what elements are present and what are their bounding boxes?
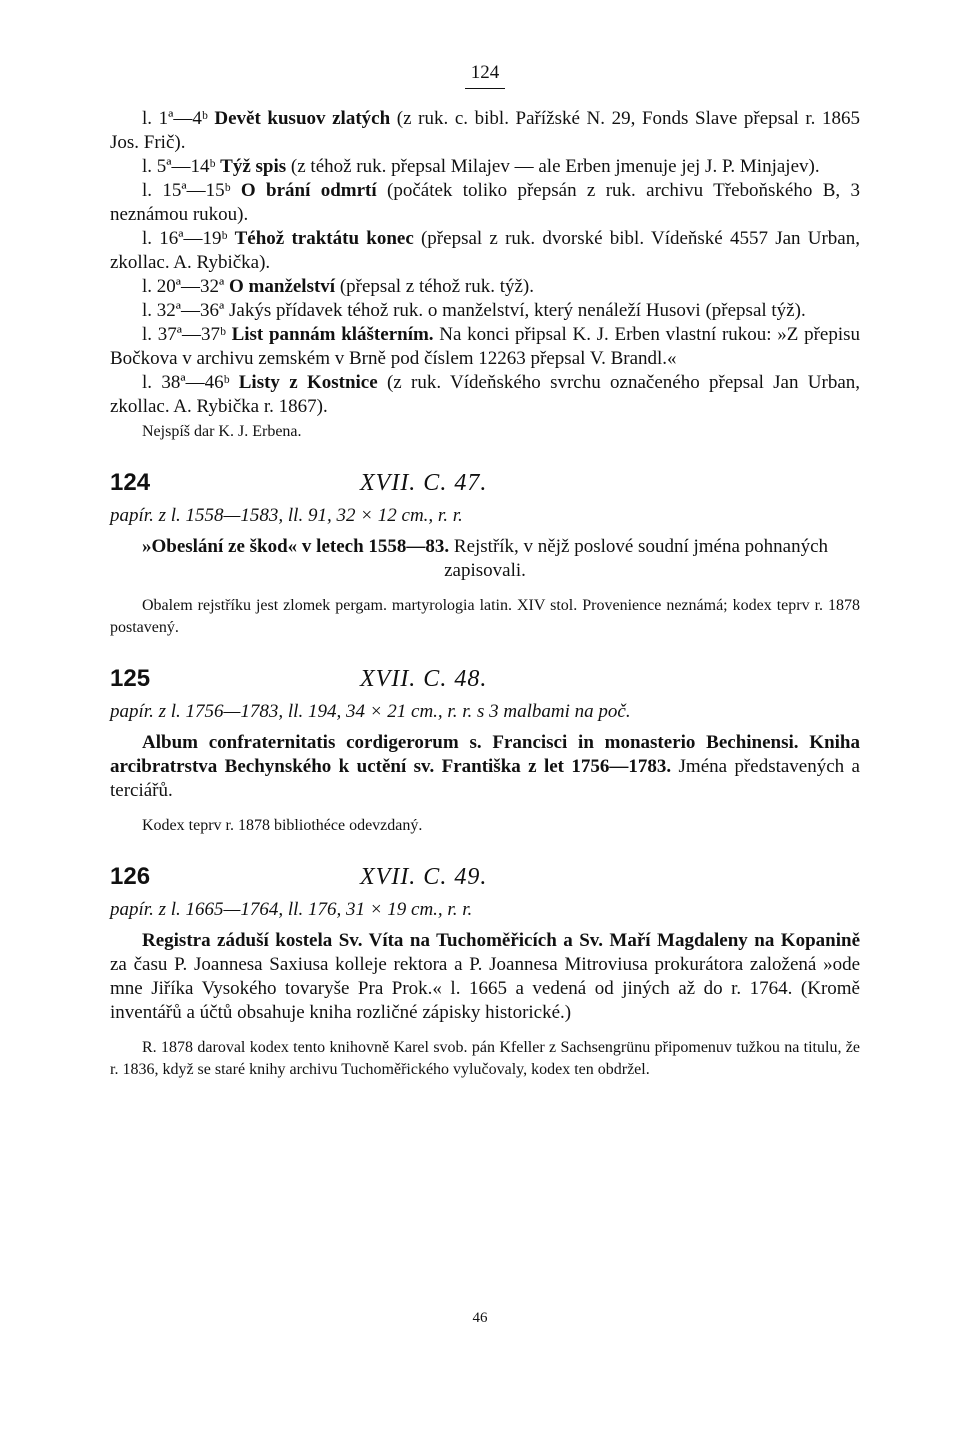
section-title: »Obeslání ze škod« v letech 1558—83. Rejstřík, v nějž poslové soudní jména pohnaných zapisovali. bbox=[141, 536, 829, 581]
section-number: 126 bbox=[110, 863, 151, 890]
shelf-mark: XVII. C. 47. bbox=[360, 470, 488, 496]
section-124 bbox=[110, 469, 860, 639]
page-header bbox=[110, 62, 860, 89]
entry: l. 38ª—46ᵇ Listy z Kostnice (z ruk. Vídeňského svrchu označeného přepsal Jan Urban, zkollac. A. Rybička r. 1867). bbox=[110, 372, 860, 417]
entry-note: Nejspíš dar K. J. Erbena. bbox=[142, 423, 302, 440]
shelf-mark: XVII. C. 49. bbox=[360, 864, 488, 890]
entry: l. 5ª—14ᵇ Týž spis (z téhož ruk. přepsal Milajev — ale Erben jmenuje jej J. P. Minjajev). bbox=[142, 156, 820, 177]
physical-description: papír. z l. 1665—1764, ll. 176, 31 × 19 cm., r. r. bbox=[110, 899, 473, 920]
section-125 bbox=[110, 665, 860, 837]
entry: l. 20ª—32ª O manželství (přepsal z téhož ruk. týž). bbox=[142, 276, 534, 297]
section-126 bbox=[110, 863, 860, 1081]
physical-description: papír. z l. 1756—1783, ll. 194, 34 × 21 cm., r. r. s 3 malbami na poč. bbox=[110, 701, 631, 722]
entry: l. 15ª—15ᵇ O brání odmrtí (počátek toliko přepsán z ruk. archivu Třeboňského B, 3 neznámou rukou). bbox=[110, 180, 860, 225]
entry: l. 16ª—19ᵇ Téhož traktátu konec (přepsal z ruk. dvorské bibl. Vídeňské 4557 Jan Urban, zkollac. A. Rybička). bbox=[110, 228, 860, 273]
section-heading bbox=[110, 469, 860, 497]
entry: l. 32ª—36ª Jakýs přídavek téhož ruk. o manželství, který nenáleží Husovi (přepsal týž). bbox=[142, 300, 806, 321]
section-heading bbox=[110, 863, 860, 891]
section-note: Kodex teprv r. 1878 bibliothéce odevzdaný. bbox=[142, 817, 423, 834]
shelf-mark: XVII. C. 48. bbox=[360, 666, 488, 692]
section-title: Album confraternitatis cordigerorum s. Francisci in monasterio Bechinensi. Kniha arcibratrstva Bechynského k uctění sv. Františka z let 1756—1783. Jména představených a terciářů. bbox=[110, 732, 860, 801]
section-note: R. 1878 daroval kodex tento knihovně Karel svob. pán Kfeller z Sachsengrünu připomenuv tužkou na titulu, že r. 1836, když se staré knihy archivu Tuchoměřického vylučovaly, kodex ten obdržel. bbox=[110, 1039, 860, 1078]
physical-description: papír. z l. 1558—1583, ll. 91, 32 × 12 cm., r. r. bbox=[110, 505, 463, 526]
page-number: 124 bbox=[465, 62, 506, 89]
section-title: Registra záduší kostela Sv. Víta na Tuchoměřicích a Sv. Maří Magdaleny na Kopanině za času P. Joannesa Saxiusa kolleje rektora a P. Joannesa Mitroviusa prokurátora založená »ode mne Jiříka Vysokého tovaryše Pra Prok.« l. 1665 a vedená od jiných až do r. 1764. (Kromě inventářů a účtů obsahuje kniha rozličné zápisky historické.) bbox=[110, 930, 860, 1023]
entry: l. 1ª—4ᵇ Devět kusuov zlatých (z ruk. c. bibl. Pařížské N. 29, Fonds Slave přepsal r. 1865 Jos. Frič). bbox=[110, 108, 861, 153]
document-page bbox=[110, 62, 860, 1081]
page-footer-number: 46 bbox=[472, 1310, 488, 1326]
section-number: 124 bbox=[110, 469, 151, 496]
section-note: Obalem rejstříku jest zlomek pergam. martyrologia latin. XIV stol. Provenience neznámá; kodex teprv r. 1878 postavený. bbox=[110, 597, 860, 636]
section-number: 125 bbox=[110, 665, 151, 692]
section-heading bbox=[110, 665, 860, 693]
entry-list bbox=[110, 107, 860, 443]
entry: l. 37ª—37ᵇ List pannám klášterním. Na konci připsal K. J. Erben vlastní rukou: »Z přepisu Bočkova v archivu zemském v Brně pod číslem 12263 přepsal V. Brandl.« bbox=[110, 324, 861, 369]
